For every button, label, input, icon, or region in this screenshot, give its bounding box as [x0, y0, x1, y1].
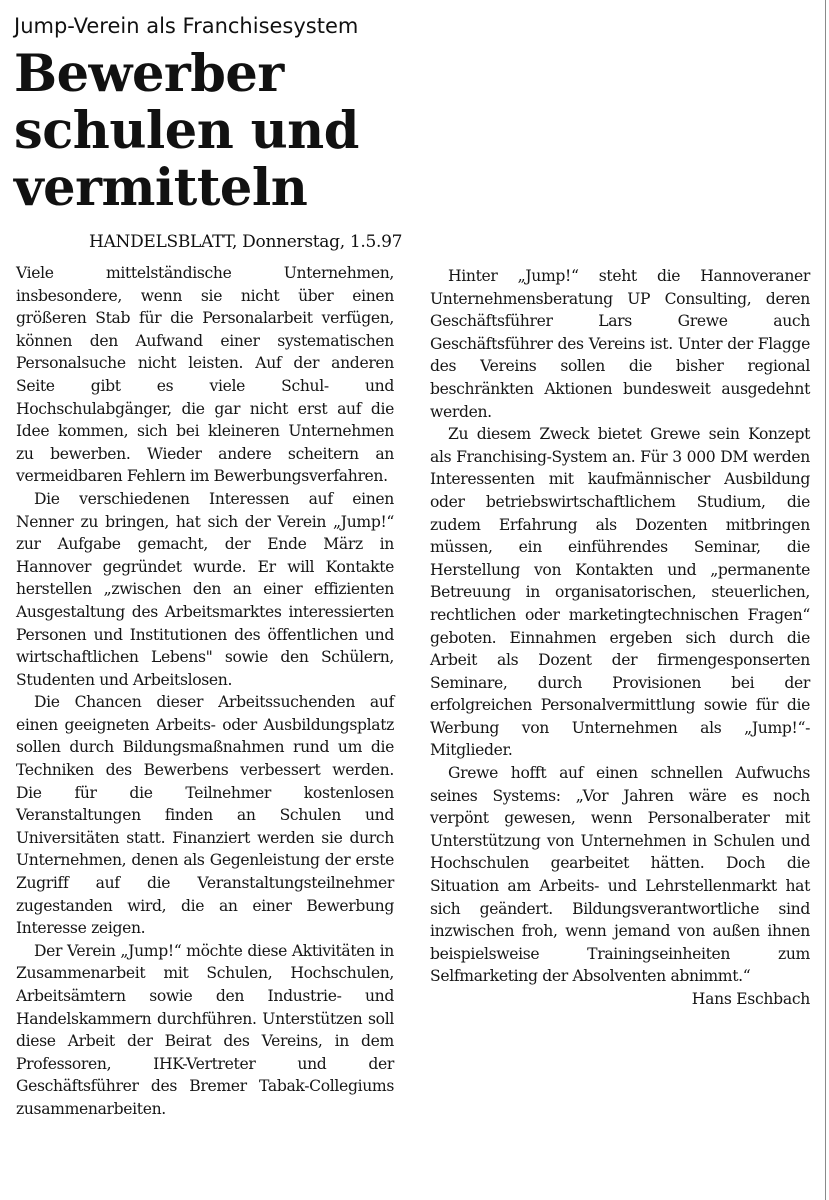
paragraph: Hinter „Jump!“ steht die Hannoveraner Unternehmensberatung UP Consulting, deren Geschäftsführer Lars Grewe auch Geschäftsführer des Vereins ist. Unter der Flagge des Vereins sollen die bisher regional beschränkten Aktionen bundesweit ausgedehnt werden. [430, 267, 810, 421]
article-headline [14, 46, 414, 217]
paragraph: Der Verein „Jump!“ möchte diese Aktivitäten in Zusammenarbeit mit Schulen, Hochschulen, Arbeitsämtern sowie den Industrie- und Handelskammern durchführen. Unterstützen soll diese Arbeit der Beirat des Vereins, in dem Professoren, IHK-Vertreter und der Geschäftsführer des Bremer Tabak-Collegiums zusammenarbeiten. [16, 941, 394, 1118]
right-column [430, 265, 810, 1011]
paragraph: Die verschiedenen Interessen auf einen Nenner zu bringen, hat sich der Verein „Jump!“ zur Aufgabe gemacht, der Ende März in Hannover gegründet wurde. Er will Kontakte herstellen „zwischen den an einer effizienten Ausgestaltung des Arbeitsmarktes interessierten Personen und Institutionen des öffentlichen und wirtschaftlichen Lebens" sowie den Schülern, Studenten und Arbeitslosen. [16, 489, 394, 689]
paragraph: Die Chancen dieser Arbeitssuchenden auf einen geeigneten Arbeits- oder Ausbildungsplatz sollen durch Bildungsmaßnahmen rund um die Techniken des Bewerbens verbessert werden. Die für die Teilnehmer kostenlosen Veranstaltungen finden an Schulen und Universitäten statt. Finanziert werden sie durch Unternehmen, denen als Gegenleistung der erste Zugriff auf die Veranstaltungsteilnehmer zugestanden wird, die an einer Bewerbung Interesse zeigen. [16, 693, 394, 938]
headline-line: Bewerber [14, 44, 284, 104]
paragraph: Viele mittelständische Unternehmen, insbesondere, wenn sie nicht über einen größeren Stab für die Personalarbeit verfügen, können den Aufwand einer systematischen Personalsuche nicht leisten. Auf der anderen Seite gibt es viele Schul- und Hochschulabgänger, die gar nicht erst auf die Idee kommen, sich bei kleineren Unternehmen zu bewerben. Wieder andere scheitern an vermeidbaren Fehlern im Bewerbungsverfahren. [16, 264, 394, 486]
author-byline: Hans Eschbach [691, 990, 810, 1008]
headline-line: vermitteln [14, 158, 308, 218]
article-dateline: HANDELSBLATT, Donnerstag, 1.5.97 [89, 232, 403, 252]
left-column [16, 262, 394, 1121]
paragraph: Grewe hofft auf einen schnellen Aufwuchs seines Systems: „Vor Jahren wäre es noch verpönt gewesen, wenn Personalberater mit Unterstützung von Unternehmen in Schulen und Hochschulen gearbeitet hätten. Doch die Situation am Arbeits- und Lehrstellenmarkt hat sich geändert. Bildungsverantwortliche sind inzwischen froh, wenn jemand von außen ihnen beispielsweise Trainingseinheiten zum Selfmarketing der Absolventen abnimmt.“ [430, 764, 810, 986]
paragraph: Zu diesem Zweck bietet Grewe sein Konzept als Franchising-System an. Für 3 000 DM werden Interessenten mit kaufmännischer Ausbildung oder betriebswirtschaftlichem Studium, die zudem Erfahrung als Dozenten mitbringen müssen, ein einführendes Seminar, die Herstellung von Kontakten und „permanente Betreuung in organisatorischen, steuerlichen, rechtlichen oder marketingtechnischen Fragen“ geboten. Einnahmen ergeben sich durch die Arbeit als Dozent der firmengesponserten Seminare, durch Provisionen bei der erfolgreichen Personalvermittlung sowie für die Werbung von Unternehmen als „Jump!“-Mitglieder. [430, 425, 810, 760]
clipping-edge-line [825, 0, 826, 1200]
headline-line: schulen und [14, 101, 359, 161]
article-kicker: Jump-Verein als Franchisesystem [14, 14, 359, 38]
